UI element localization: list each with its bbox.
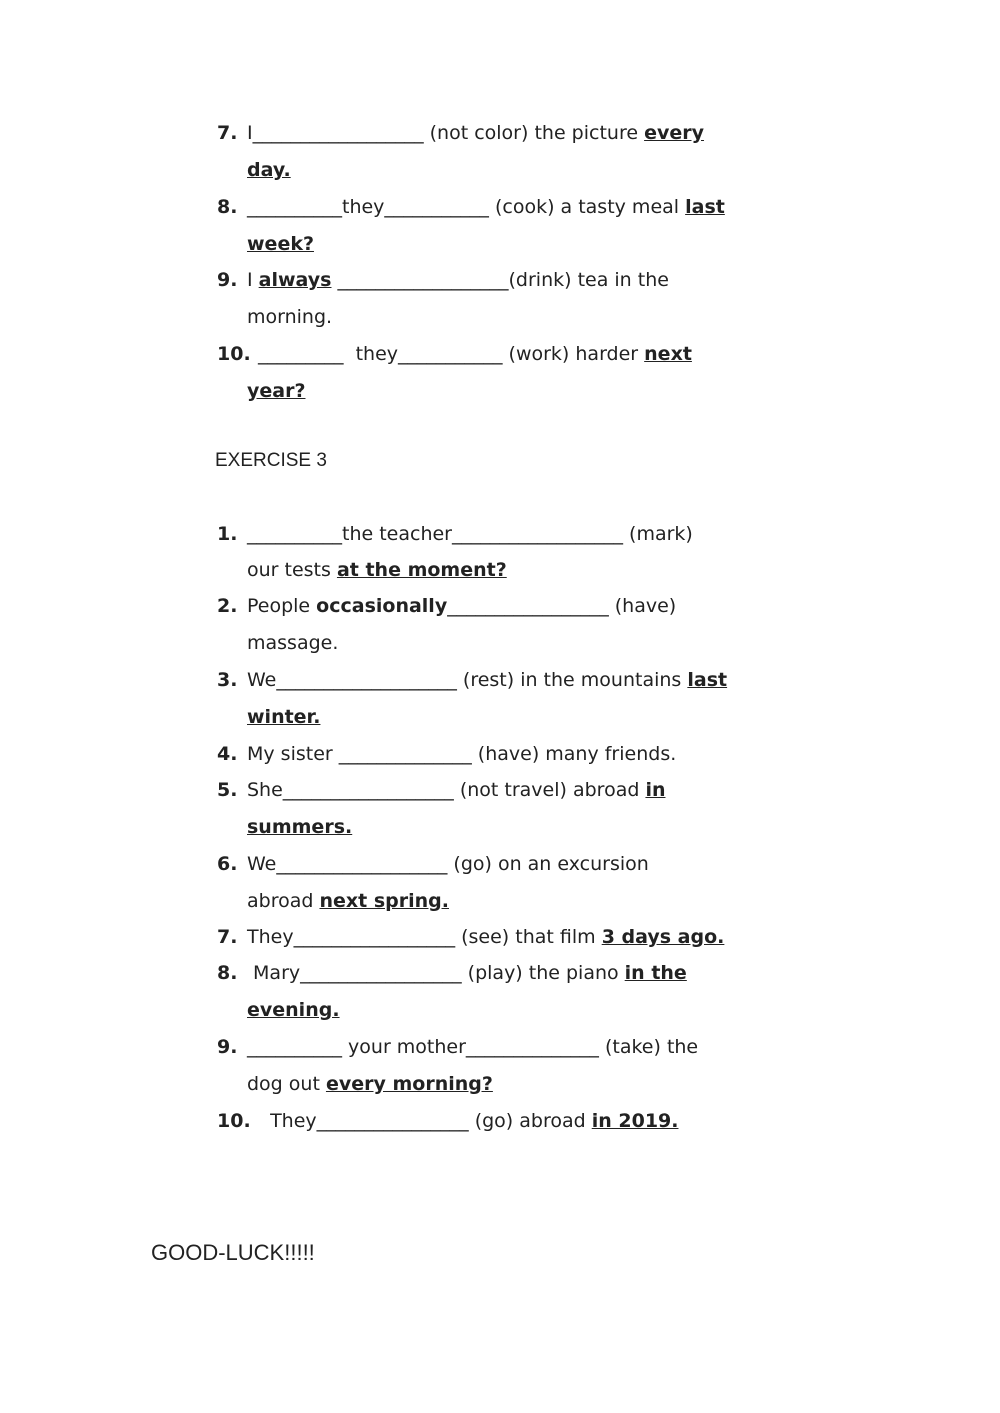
exercise3-item-6-line-1: We__________________ (go) on an excursion bbox=[247, 853, 649, 875]
exercise-item-9-line-2: morning. bbox=[247, 306, 333, 328]
exercise3-item-1-line-2: our tests at the moment? bbox=[247, 559, 507, 581]
item-number: 10. bbox=[217, 1110, 251, 1132]
item-number: 6. bbox=[217, 853, 238, 875]
exercise3-item-9-line-2: dog out every morning? bbox=[247, 1073, 493, 1095]
exercise3-item-1-line-1: __________the teacher__________________ (mark) bbox=[247, 523, 693, 545]
exercise-item-10-line-1: _________ they___________ (work) harder next bbox=[258, 343, 692, 365]
exercise3-item-2-line-1: People occasionally_________________ (have) bbox=[247, 595, 677, 617]
exercise3-item-9-line-1: __________ your mother______________ (take) the bbox=[247, 1036, 699, 1058]
exercise3-item-8-line-2: evening. bbox=[247, 999, 340, 1021]
exercise3-item-5-line-1: She__________________ (not travel) abroad in bbox=[247, 779, 666, 801]
item-number: 7. bbox=[217, 122, 238, 144]
exercise3-item-8-line-1: Mary_________________ (play) the piano in the bbox=[247, 962, 687, 984]
exercise-item-7-line-1: I__________________ (not color) the picture every bbox=[247, 122, 704, 144]
exercise-item-10-line-2: year? bbox=[247, 380, 306, 402]
good-luck-footer: GOOD-LUCK!!!!! bbox=[151, 1240, 315, 1265]
exercise-3-heading: EXERCISE 3 bbox=[215, 450, 327, 471]
item-number: 9. bbox=[217, 1036, 238, 1058]
exercise3-item-5-line-2: summers. bbox=[247, 816, 353, 838]
item-number: 1. bbox=[217, 523, 238, 545]
exercise-item-8-line-2: week? bbox=[247, 233, 314, 255]
exercise3-item-4-line-1: My sister ______________ (have) many friends. bbox=[247, 743, 677, 765]
exercise3-item-2-line-2: massage. bbox=[247, 632, 339, 654]
item-number: 8. bbox=[217, 962, 238, 984]
item-number: 10. bbox=[217, 343, 251, 365]
item-number: 2. bbox=[217, 595, 238, 617]
item-number: 3. bbox=[217, 669, 238, 691]
exercise-item-8-line-1: __________they___________ (cook) a tasty meal last bbox=[247, 196, 725, 218]
item-number: 8. bbox=[217, 196, 238, 218]
item-number: 9. bbox=[217, 269, 238, 291]
exercise3-item-7-line-1: They_________________ (see) that film 3 days ago. bbox=[247, 926, 725, 948]
item-number: 7. bbox=[217, 926, 238, 948]
item-number: 4. bbox=[217, 743, 238, 765]
exercise-item-7-line-2: day. bbox=[247, 159, 291, 181]
exercise-item-9-line-1: I always __________________(drink) tea in the bbox=[247, 269, 669, 291]
exercise3-item-3-line-2: winter. bbox=[247, 706, 321, 728]
exercise3-item-3-line-1: We___________________ (rest) in the mountains last bbox=[247, 669, 728, 691]
item-number: 5. bbox=[217, 779, 238, 801]
exercise3-item-6-line-2: abroad next spring. bbox=[247, 890, 449, 912]
exercise3-item-10-line-1: They________________ (go) abroad in 2019. bbox=[258, 1110, 679, 1132]
